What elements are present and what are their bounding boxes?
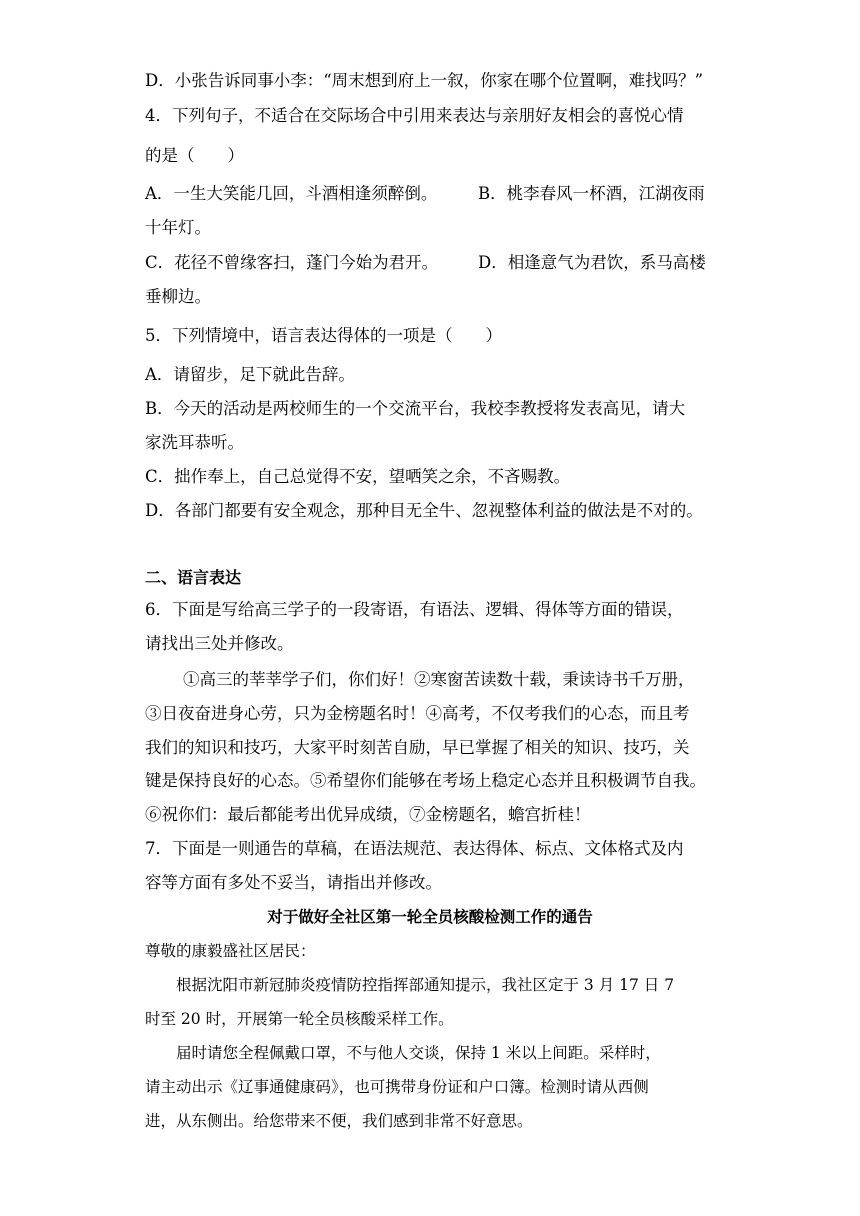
q5-option-c: C．拙作奉上，自己总觉得不安，望哂笑之余，不吝赐教。 xyxy=(145,467,571,486)
q4-option-b: B．桃李春风一杯酒，江湖夜雨 xyxy=(478,184,705,203)
q4-option-c: C．花径不曾缘客扫，蓬门今始为君开。 xyxy=(145,253,439,272)
q5-option-a: A．请留步，足下就此告辞。 xyxy=(145,365,355,384)
q4-option-d: D．相逢意气为君饮，系马高楼 xyxy=(478,253,706,272)
q6-passage-line: ①高三的莘莘学子们，你们好！②寒窗苦读数十载，秉读诗书千万册， xyxy=(183,670,695,689)
q6-stem-line2: 请找出三处并修改。 xyxy=(145,634,294,653)
q6-passage-line: ③日夜奋进身心劳，只为金榜题名时！④高考，不仅考我们的心态，而且考 xyxy=(145,704,690,723)
q5-option-d: D．各部门都要有安全观念，那种目无全牛、忽视整体利益的做法是不对的。 xyxy=(145,501,703,520)
q6-passage-line: 键是保持良好的心态。⑤希望你们能够在考场上稳定心态并且积极调节自我。 xyxy=(145,771,706,790)
q7-stem-line2: 容等方面有多处不妥当，请指出并修改。 xyxy=(145,873,442,892)
q4-option-a: A．一生大笑能几回，斗酒相逢须醉倒。 xyxy=(145,184,438,203)
q6-stem-line1: 6．下面是写给高三学子的一段寄语，有语法、逻辑、得体等方面的错误， xyxy=(145,600,684,619)
q4-stem-line2: 的是（ ） xyxy=(145,146,244,165)
q6-passage-line: ⑥祝你们：最后都能考出优异成绩，⑦金榜题名，蟾宫折桂！ xyxy=(145,805,591,824)
notice-body-line: 进，从东侧出。给您带来不便，我们感到非常不好意思。 xyxy=(145,1112,533,1130)
notice-body-line: 请主动出示《辽事通健康码》，也可携带身份证和户口簿。检测时请从西侧 xyxy=(145,1078,649,1096)
q5-option-b-line1: B．今天的活动是两校师生的一个交流平台，我校李教授将发表高见，请大 xyxy=(145,399,686,418)
q6-passage-line: 我们的知识和技巧，大家平时刻苦自励，早已掌握了相关的知识、技巧，关 xyxy=(145,738,690,757)
notice-body-line: 时至 20 时，开展第一轮全员核酸采样工作。 xyxy=(145,1010,454,1028)
q4-stem-line1: 4．下列句子，不适合在交际场合中引用来表达与亲朋好友相会的喜悦心情 xyxy=(145,106,684,125)
q7-stem-line1: 7．下面是一则通告的草稿，在语法规范、表达得体、标点、文体格式及内 xyxy=(145,839,684,858)
notice-body-line: 根据沈阳市新冠肺炎疫情防控指挥部通知提示，我社区定于 3 月 17 日 7 xyxy=(176,976,675,994)
notice-body-line: 届时请您全程佩戴口罩，不与他人交谈，保持 1 米以上间距。采样时， xyxy=(176,1044,661,1062)
q5-option-b-line2: 家洗耳恭听。 xyxy=(145,433,244,452)
q3-option-d: D．小张告诉同事小李：“周末想到府上一叙，你家在哪个位置啊，难找吗？” xyxy=(145,71,704,90)
q5-stem: 5．下列情境中，语言表达得体的一项是（ ） xyxy=(145,326,502,345)
notice-salutation: 尊敬的康毅盛社区居民： xyxy=(145,942,316,960)
q4-option-d-cont: 垂柳边。 xyxy=(145,287,211,306)
notice-title: 对于做好全社区第一轮全员核酸检测工作的通告 xyxy=(267,907,593,926)
section-heading: 二、语言表达 xyxy=(145,568,242,587)
q4-option-b-cont: 十年灯。 xyxy=(145,218,211,237)
